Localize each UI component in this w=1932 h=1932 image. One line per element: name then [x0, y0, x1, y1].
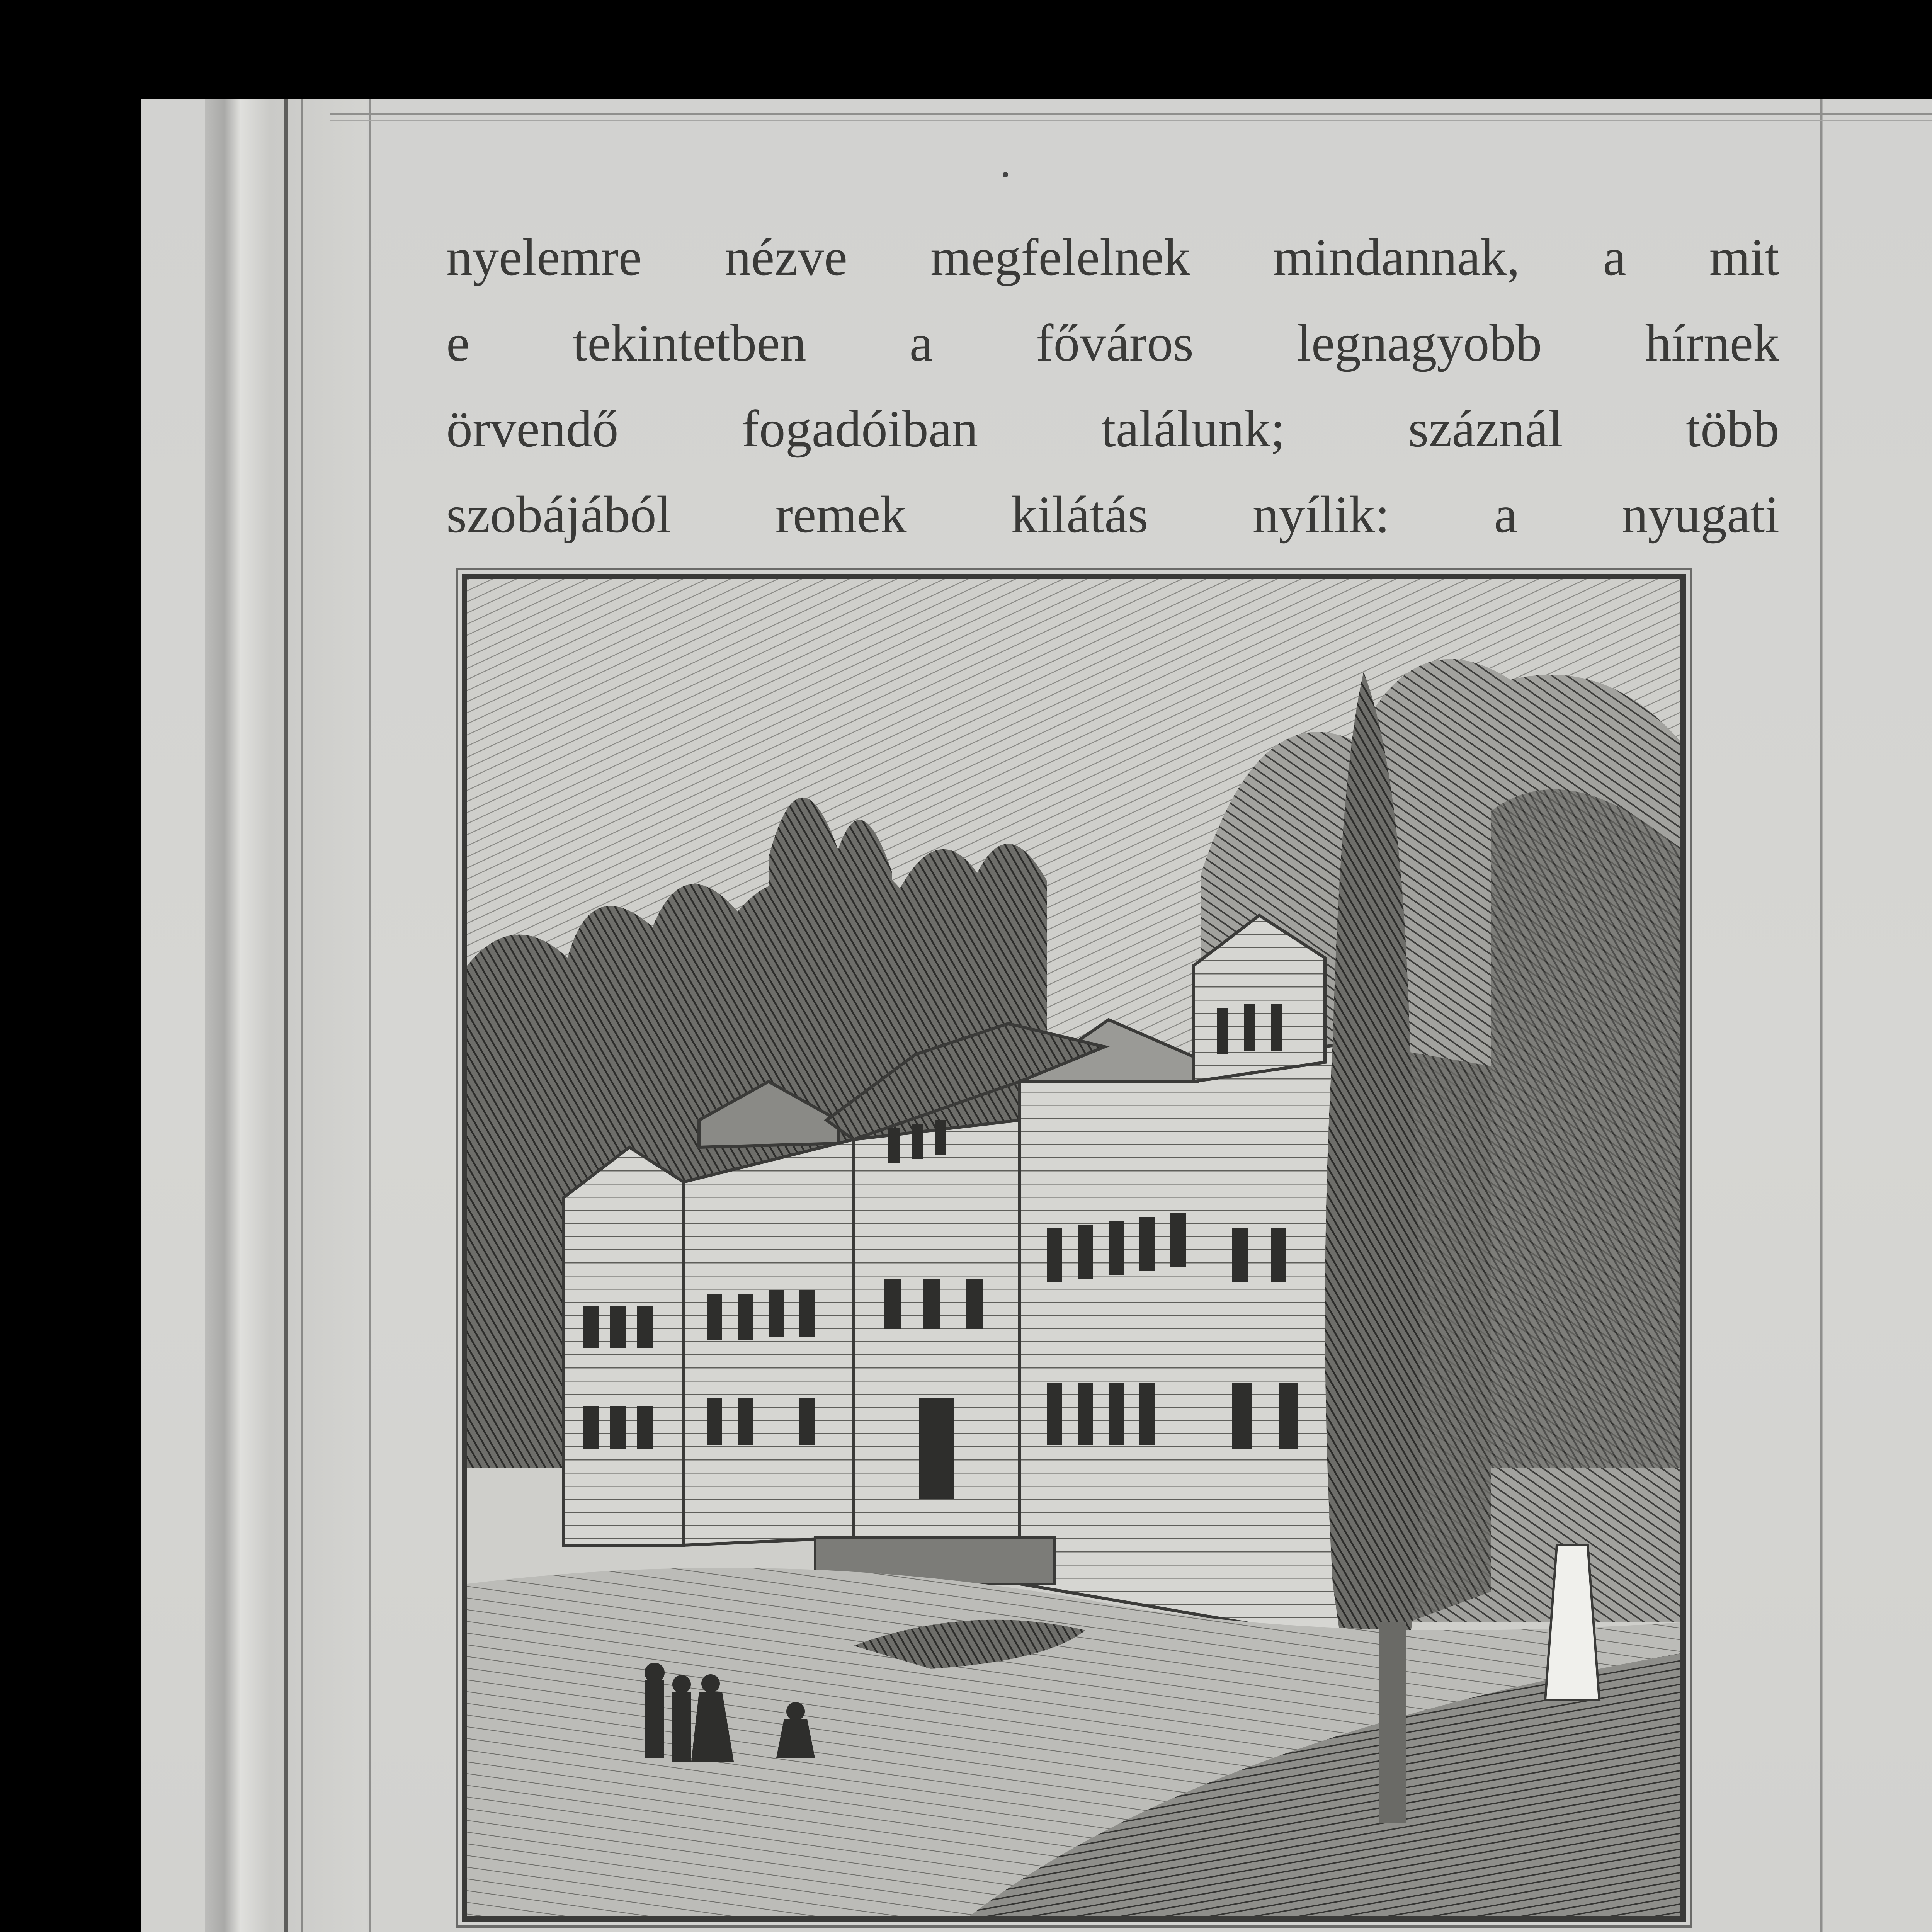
book-page: [141, 99, 1932, 1932]
hotel-engraving: [462, 574, 1686, 1922]
text-line: örvendő fogadóiban találunk; száznál több: [446, 400, 1779, 458]
page-speck: [1003, 172, 1008, 177]
binding-crease: [284, 99, 288, 1932]
binding-crease-secondary: [301, 99, 303, 1932]
text-line: nyelemre nézve megfelelnek mindannak, a mit: [446, 228, 1779, 286]
hotel-engraving-drawing: [467, 579, 1680, 1916]
top-rule: [330, 113, 1932, 115]
text-line: szobájából remek kilátás nyílik: a nyugati: [446, 486, 1779, 544]
top-rule-secondary: [330, 120, 1932, 121]
page-binding: [205, 99, 367, 1932]
left-margin-rule: [369, 99, 371, 1932]
paragraph-top: [446, 214, 1779, 558]
text-line: e tekintetben a főváros legnagyobb hírnek: [446, 314, 1779, 372]
right-margin-rule-secondary: [1822, 99, 1823, 1932]
